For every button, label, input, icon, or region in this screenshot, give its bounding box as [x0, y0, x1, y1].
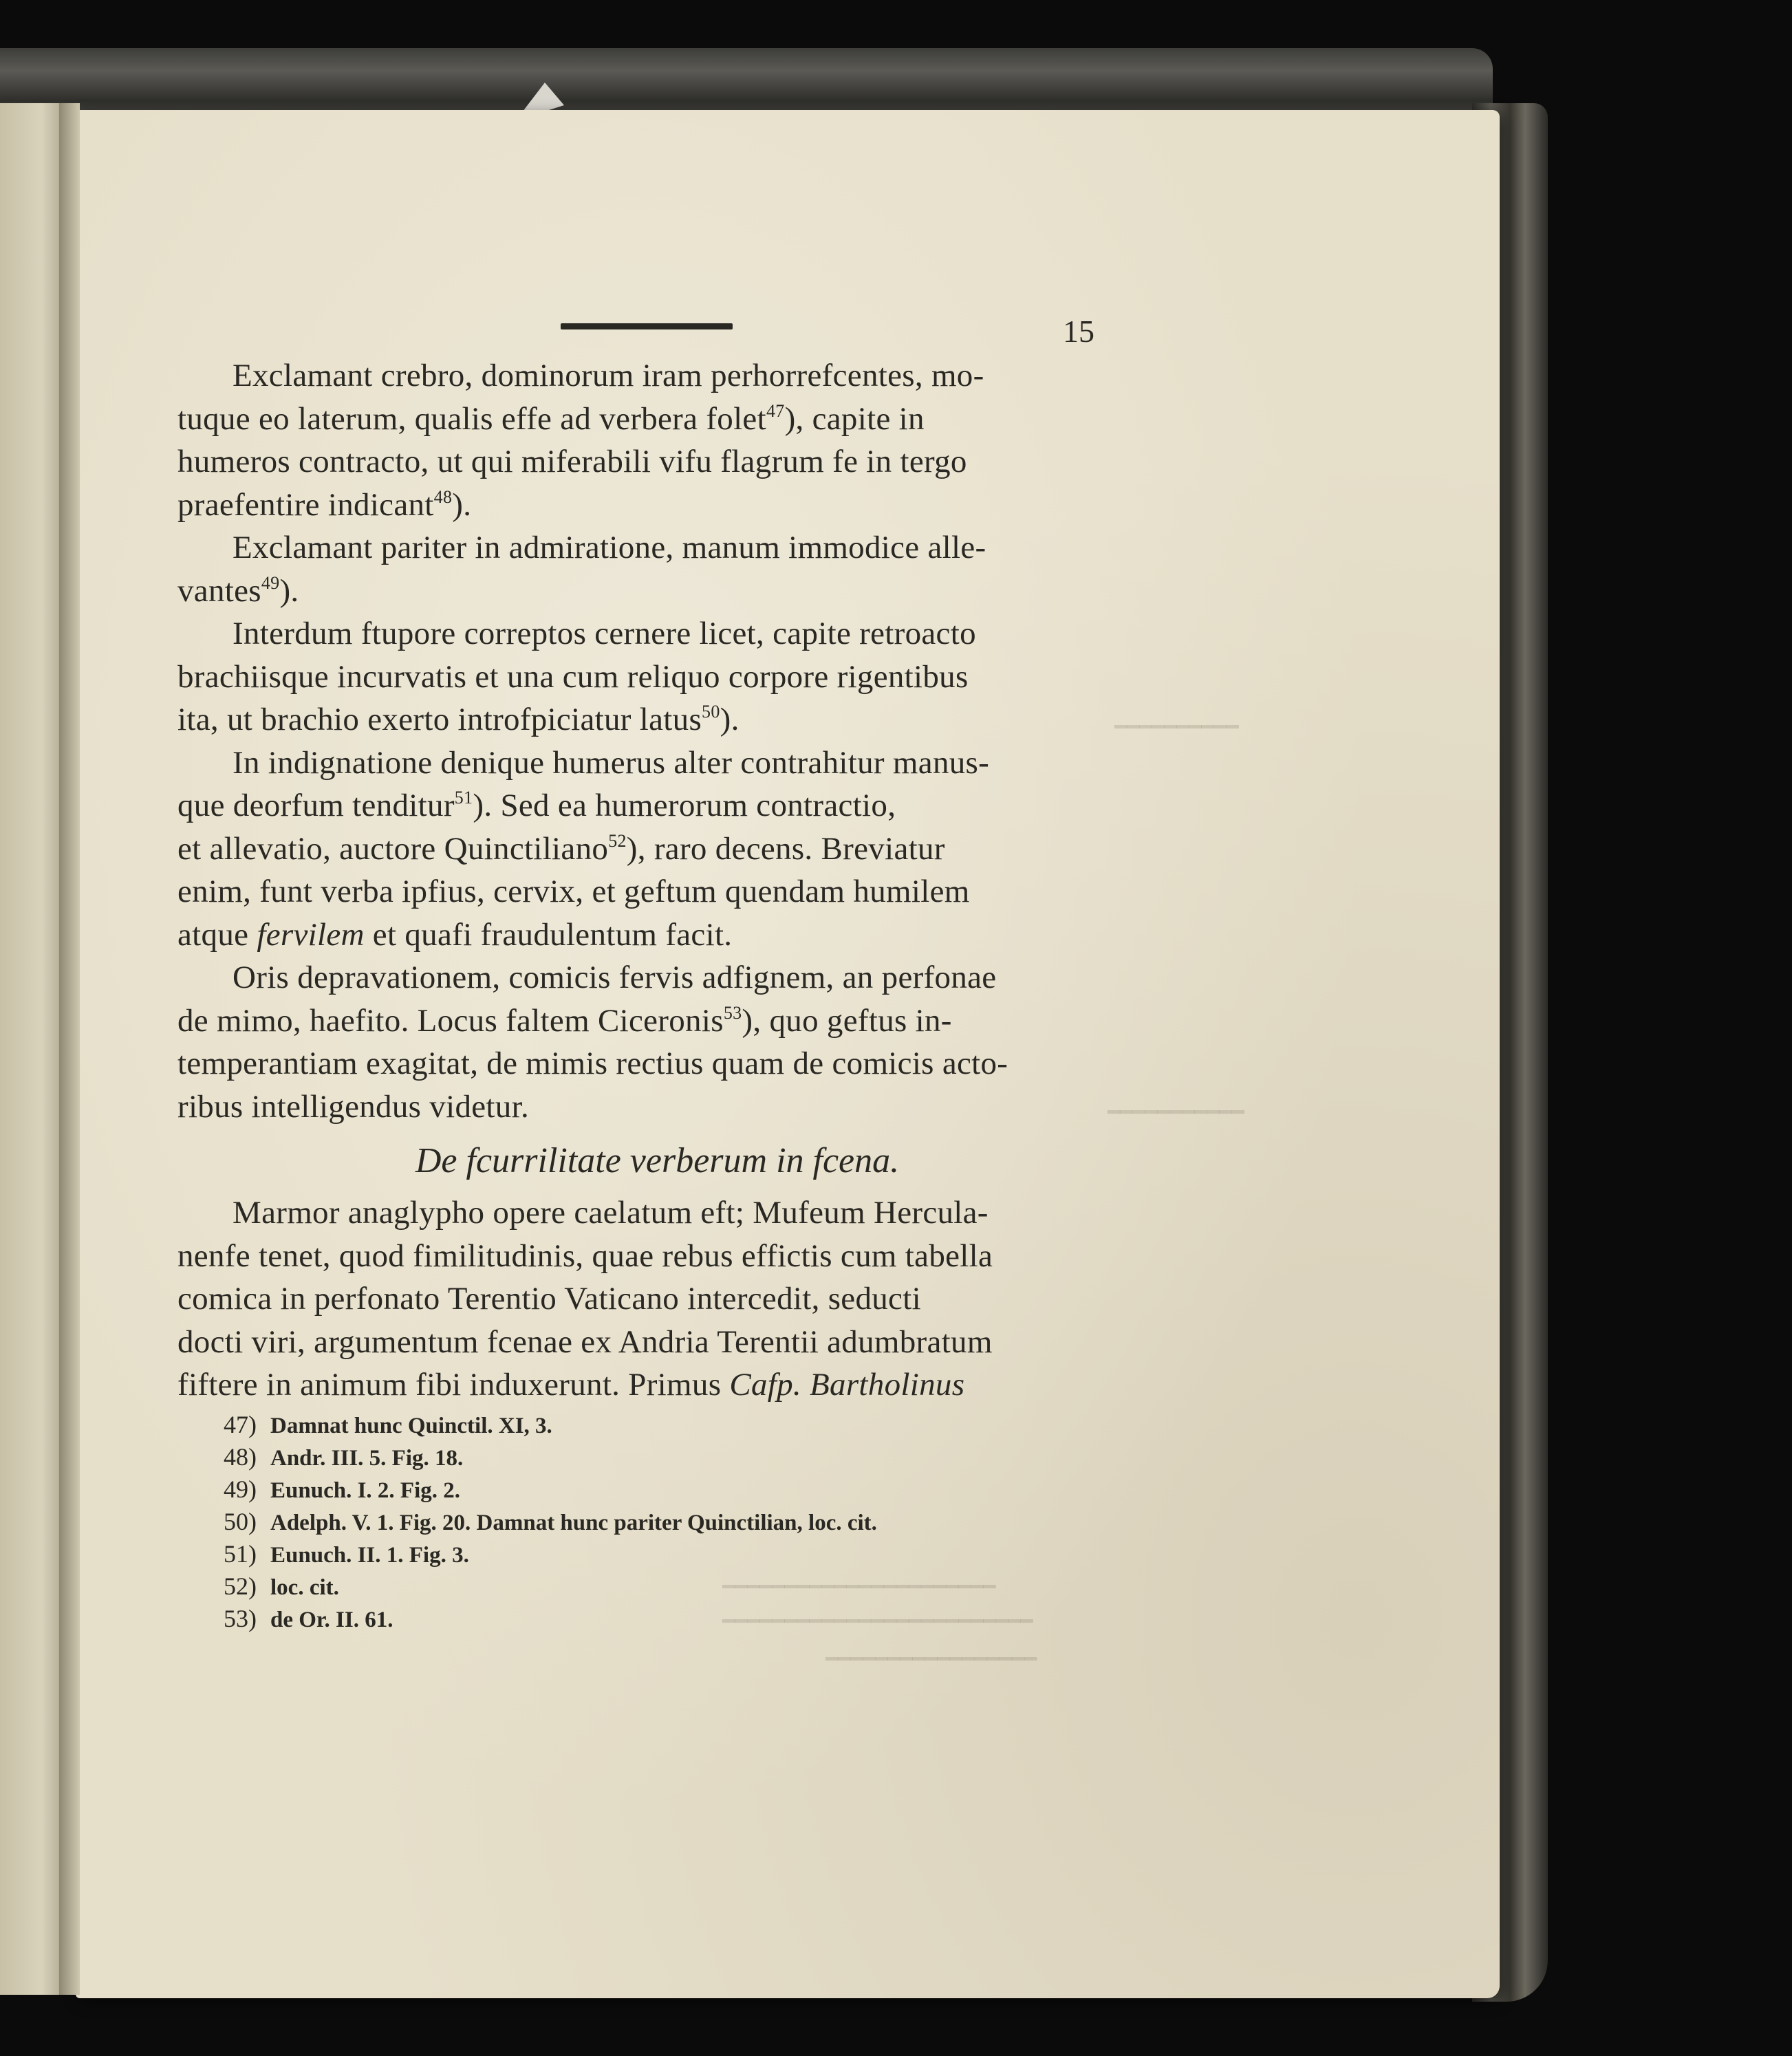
- text-line: [177, 913, 1110, 957]
- footnote-number: 48): [224, 1443, 257, 1471]
- footnote-text: Damnat hunc Quinctil. XI, 3.: [270, 1414, 552, 1438]
- paragraph: [177, 742, 1110, 957]
- text-run: Interdum ftupore correptos cernere licet, capite retroacto: [233, 616, 976, 651]
- footnote-ref: 49: [261, 572, 280, 593]
- paragraph: [177, 1191, 1110, 1407]
- text-run: Oris depravationem, comicis fervis adfignem, an perfonae: [233, 960, 997, 995]
- header-rule: [561, 323, 733, 329]
- text-line: [177, 570, 1110, 613]
- text-line: [177, 526, 1110, 570]
- text-run: ).: [452, 486, 472, 523]
- text-run: atque: [177, 916, 257, 953]
- footnote-ref: 47: [766, 400, 785, 421]
- paragraph: [177, 612, 1110, 742]
- body-text: [177, 354, 1110, 1407]
- text-line: [177, 1042, 1110, 1085]
- italic-text: Cafp. Bartholinus: [729, 1367, 965, 1403]
- footnote-number: 50): [224, 1508, 257, 1535]
- text-run: ).: [720, 702, 740, 737]
- text-line: [177, 827, 1110, 871]
- footnote: [224, 1603, 1049, 1635]
- text-run: vantes: [177, 572, 261, 609]
- text-run: praefentire indicant: [177, 486, 434, 523]
- italic-text: fervilem: [257, 916, 365, 953]
- footnote: [224, 1570, 1049, 1603]
- footnote: [224, 1506, 1049, 1538]
- footnote: [224, 1441, 1049, 1473]
- text-run: humeros contracto, ut qui miferabili vifu flagrum fe in tergo: [177, 444, 967, 479]
- text-line: [177, 440, 1110, 484]
- text-run: Marmor anaglypho opere caelatum eft; Mufeum Hercula-: [233, 1195, 989, 1231]
- footnote-number: 53): [224, 1605, 257, 1632]
- text-line: [177, 1235, 1110, 1278]
- paragraph: [177, 956, 1110, 1128]
- footnote: [224, 1473, 1049, 1506]
- footnote: [224, 1538, 1049, 1570]
- text-line: [177, 999, 1110, 1043]
- paragraph: [177, 354, 1110, 526]
- text-line: [177, 698, 1110, 742]
- footnote-text: Eunuch. I. 2. Fig. 2.: [270, 1478, 460, 1503]
- paragraph: [177, 526, 1110, 612]
- text-run: ita, ut brachio exerto introfpiciatur latus: [177, 702, 702, 737]
- text-line: [177, 656, 1110, 699]
- text-run: temperantiam exagitat, de mimis rectius quam de comicis acto-: [177, 1046, 1008, 1081]
- footnote-text: Eunuch. II. 1. Fig. 3.: [270, 1543, 469, 1568]
- text-run: enim, funt verba ipfius, cervix, et geftum quendam humilem: [177, 874, 970, 909]
- text-run: ).: [279, 572, 299, 609]
- text-run: que deorfum tenditur: [177, 788, 455, 823]
- book-photo: ━━━━━━━━━━ ━━━━━━━━━━━ ━━━━━━━━━━━━━━━━━━━━━━ ━━━━━━━━━━━━━━━━━━━━━━━━━ ━━━━━━━━━━━━━━━━━ 15 Exclamant crebro, dominorum iram perhorrefcentes, mo- tuque eo laterum, qualis effe ad verbera folet$^{47}$), capite in humeros contracto, ut qui miferabili vifu flagrum fe in tergo praefentire indicant$^{48}$). Exclamant pariter in admiratione, manum immodice alle- vantes$^{49}$). Interdum ftupore correptos cernere licet, capite retroacto brachiisque incurvatis et una cum reliquo corpore rigentibus ita, ut brachio exerto introfpiciatur latus$^{50}$). In indignatione denique humerus alter contrahitur manus- que deorfum tenditur$^{51}$). Sed ea humerorum contractio, et allevatio, auctore Quinctiliano$^{52}$), raro decens. Breviatur enim, funt verba ipfius, cervix, et geftum quendam humilem atque fervilem et quafi fraudulentum facit. Oris depravationem, comicis fervis adfignem, an perfonae de mimo, haefito. Locus faltem Ciceronis$^{53}$), quo geftus in- temperantiam exagitat, de mimis rectius quam de comicis acto- ribus intelligendus videtur. De fcurrilitate verberum in fcena. Marmor anaglypho opere caelatum eft; Mufeum Hercula- nenfe tenet, quod fimilitudinis, quae rebus effictis cum tabella comica in perfonato Terentio Vaticano intercedit, seducti docti viri, argumentum fcenae ex Andria Terentii adumbratum fiftere in animum fibi induxerunt. Primus Cafp. Bartholinus 47) Damnat hunc Quinctil. XI, 3. 48) Andr. III. 5. Fig. 18. 49) Eunuch. I. 2. Fig. 2. 50) Adelph. V. 1. Fig. 20. Damnat hunc pariter Quinctilian, loc. cit. 51) Eunuch. II. 1. Fig. 3. 52) loc. cit. 53) de Or. II. 61.: [0, 0, 1792, 2056]
- text-run: ribus intelligendus videtur.: [177, 1088, 529, 1125]
- text-line: [177, 870, 1110, 913]
- text-line: [177, 1277, 1110, 1321]
- text-line: [177, 742, 1110, 785]
- text-line: [177, 612, 1110, 656]
- left-page-edge: [0, 103, 69, 1995]
- text-run: In indignatione denique humerus alter contrahitur manus-: [233, 744, 990, 781]
- text-line: [177, 484, 1110, 527]
- footnote-ref: 48: [433, 486, 453, 507]
- text-line: [177, 1085, 1110, 1129]
- text-run: et allevatio, auctore Quinctiliano: [177, 830, 609, 867]
- text-run: comica in perfonato Terentio Vaticano intercedit, seducti: [177, 1281, 921, 1317]
- text-line: [177, 1321, 1110, 1364]
- paragraphs-after-heading: [177, 1191, 1110, 1407]
- text-run: tuque eo laterum, qualis effe ad verbera folet: [177, 400, 766, 437]
- text-run: de mimo, haefito. Locus faltem Ciceronis: [177, 1002, 724, 1039]
- paragraphs-before-heading: [177, 354, 1110, 1128]
- text-run: ), capite in: [784, 400, 925, 437]
- footnote-text: Andr. III. 5. Fig. 18.: [270, 1446, 464, 1471]
- text-line: [177, 398, 1110, 441]
- text-run: fiftere in animum fibi induxerunt. Primus: [177, 1367, 730, 1403]
- footnotes: [224, 1409, 1049, 1635]
- text-run: nenfe tenet, quod fimilitudinis, quae rebus effictis cum tabella: [177, 1237, 993, 1274]
- footnote-ref: 52: [608, 830, 627, 851]
- text-run: Exclamant pariter in admiratione, manum immodice alle-: [233, 530, 986, 565]
- text-line: [177, 784, 1110, 827]
- footnote-number: 49): [224, 1475, 257, 1503]
- text-line: [177, 354, 1110, 398]
- footnote-number: 52): [224, 1572, 257, 1600]
- footnote-ref: 50: [702, 702, 720, 722]
- text-run: Exclamant crebro, dominorum iram perhorrefcentes, mo-: [233, 358, 984, 393]
- text-line: [177, 956, 1110, 999]
- text-run: brachiisque incurvatis et una cum reliquo corpore rigentibus: [177, 658, 969, 695]
- footnote-text: loc. cit.: [270, 1575, 339, 1600]
- footnote-number: 47): [224, 1411, 257, 1438]
- text-line: [177, 1191, 1110, 1235]
- footnote-text: de Or. II. 61.: [270, 1608, 393, 1632]
- text-run: ), quo geftus in-: [742, 1002, 952, 1039]
- text-line: [177, 1363, 1110, 1407]
- text-run: et quafi fraudulentum facit.: [364, 916, 733, 953]
- text-run: docti viri, argumentum fcenae ex Andria Terentii adumbratum: [177, 1323, 993, 1360]
- text-run: ). Sed ea humerorum contractio,: [473, 788, 896, 823]
- text-run: ), raro decens. Breviatur: [626, 830, 945, 867]
- footnote: [224, 1409, 1049, 1441]
- footnote-ref: 51: [454, 788, 473, 808]
- page-gutter: [59, 103, 80, 1995]
- footnote-text: Adelph. V. 1. Fig. 20. Damnat hunc pariter Quinctilian, loc. cit.: [270, 1511, 877, 1535]
- footnote-number: 51): [224, 1540, 257, 1568]
- footnote-ref: 53: [723, 1002, 742, 1023]
- section-heading: De fcurrilitate verberum in fcena.: [415, 1141, 900, 1180]
- page-number: 15: [1063, 314, 1094, 349]
